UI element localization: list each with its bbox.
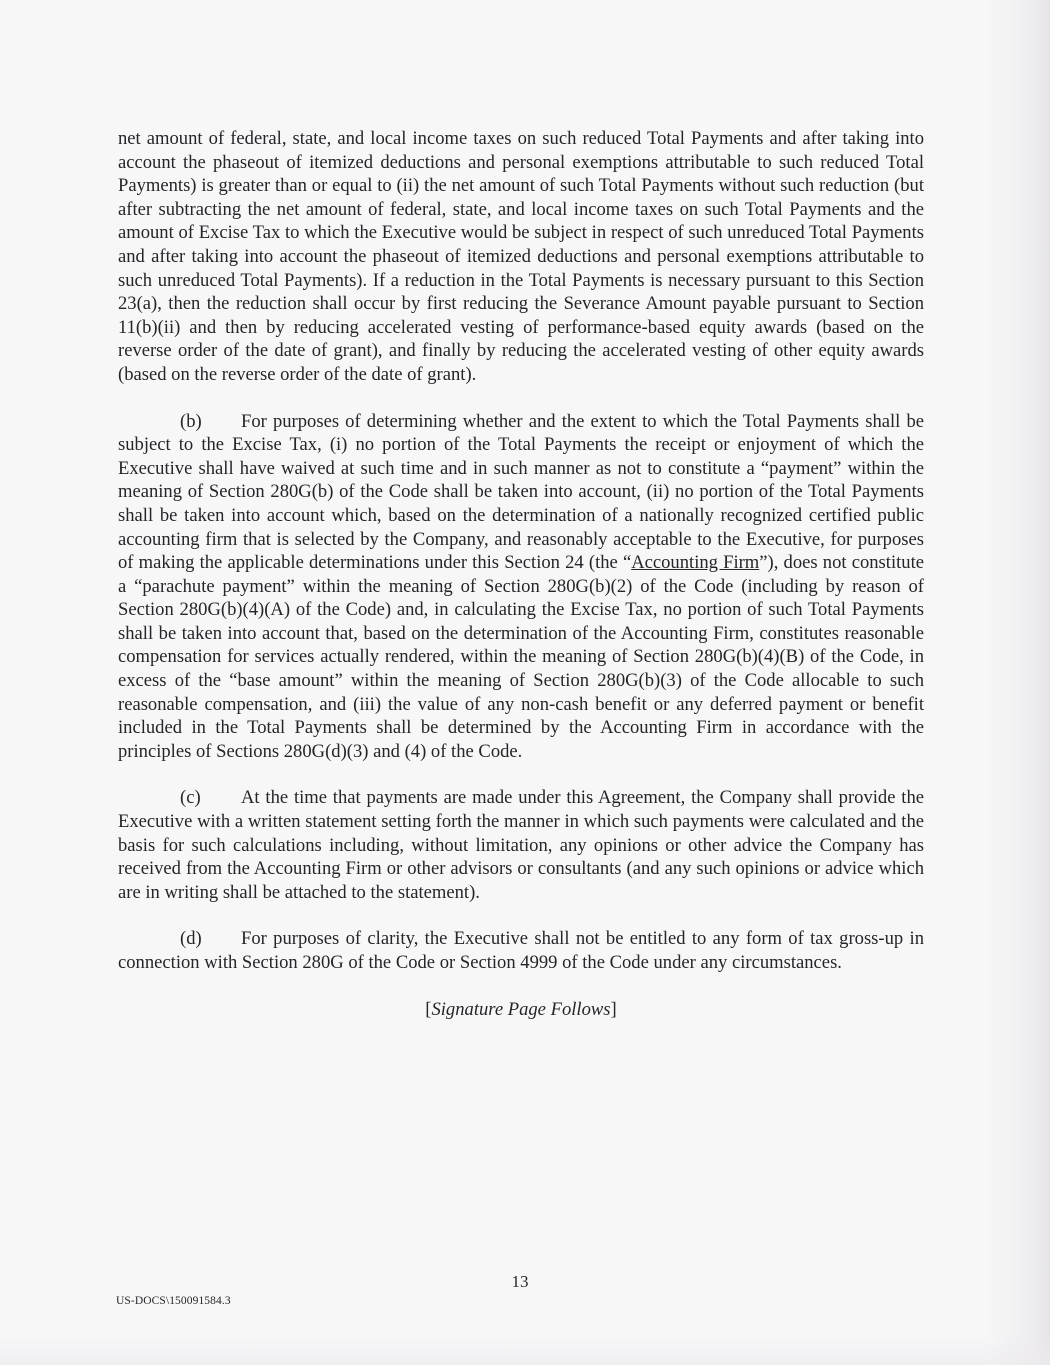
paragraph-b-label: (b): [180, 410, 202, 432]
paragraph-d-label: (d): [180, 928, 202, 950]
page-number: 13: [511, 1272, 529, 1291]
scan-edge-shadow: [984, 0, 1050, 1365]
paragraph-continuation: net amount of federal, state, and local income taxes on such reduced Total Payments and after taking into account the phaseout of itemized deductions and personal exemptions attributable to such reduced Total Payments) is greater than or equal to (ii) the net amount of such Total Payments without such reduction (but after subtracting the net amount of federal, state, and local income taxes on such Total Payments and the amount of Excise Tax to which the Executive would be subject in respect of such unreduced Total Payments and after taking into account the phaseout of itemized deductions and personal exemptions attributable to such unreduced Total Payments). If a reduction in the Total Payments is necessary pursuant to this Section 23(a), then the reduction shall occur by first reducing the Severance Amount payable pursuant to Section 11(b)(ii) and then by reducing accelerated vesting of performance-based equity awards (based on the reverse order of the date of grant), and finally by reducing the accelerated vesting of other equity awards (based on the reverse order of the date of grant).: [118, 128, 924, 385]
paragraph-b: [118, 410, 924, 764]
paragraph-b-text-2: ”), does not constitute a “parachute payment” within the meaning of Section 280G(b)(2) of the Code (including by reason of Section 280G(b)(4)(A) of the Code) and, in calculating the Excise Tax, no portion of such Total Payments shall be taken into account that, based on the determination of the Accounting Firm, constitutes reasonable compensation for services actually rendered, within the meaning of Section 280G(b)(4)(B) of the Code, in excess of the “base amount” within the meaning of Section 280G(b)(3) of the Code allocable to such reasonable compensation, and (iii) the value of any non-cash benefit or any deferred payment or benefit included in the Total Payments shall be determined by the Accounting Firm in accordance with the principles of Sections 280G(d)(3) and (4) of the Code.: [118, 552, 924, 762]
paragraph-c: [118, 786, 924, 904]
paragraph-c-text: At the time that payments are made under this Agreement, the Company shall provide the Executive with a written statement setting forth the manner in which such payments were calculated and the basis for such calculations including, without limitation, any opinions or other advice the Company has received from the Accounting Firm or other advisors or consultants (and any such opinions or advice which are in writing shall be attached to the statement).: [118, 787, 924, 903]
paragraph-b-text-1: For purposes of determining whether and the extent to which the Total Payments shall be subject to the Excise Tax, (i) no portion of the Total Payments the receipt or enjoyment of which the Executive shall have waived at such time and in such manner as not to constitute a “payment” within the meaning of Section 280G(b) of the Code shall be taken into account, (ii) no portion of the Total Payments shall be taken into account which, based on the determination of a nationally recognized certified public accounting firm that is selected by the Company, and reasonably acceptable to the Executive, for purposes of making the applicable determinations under this Section 24 (the “: [118, 410, 924, 574]
signature-page-note: [Signature Page Follows]: [425, 998, 617, 1020]
defined-term-accounting-firm: Accounting Firm: [631, 552, 760, 574]
document-id: US-DOCS\150091584.3: [116, 1295, 231, 1307]
scan-bottom-shadow: [0, 1335, 1050, 1365]
document-body: [118, 127, 924, 1044]
paragraph-c-label: (c): [180, 787, 201, 809]
signature-page-note-text: Signature Page Follows: [431, 998, 611, 1020]
paragraph-d: [118, 927, 924, 974]
paragraph-d-text: For purposes of clarity, the Executive shall not be entitled to any form of tax gross-up in connection with Section 280G of the Code or Section 4999 of the Code under any circumstances.: [118, 928, 924, 973]
